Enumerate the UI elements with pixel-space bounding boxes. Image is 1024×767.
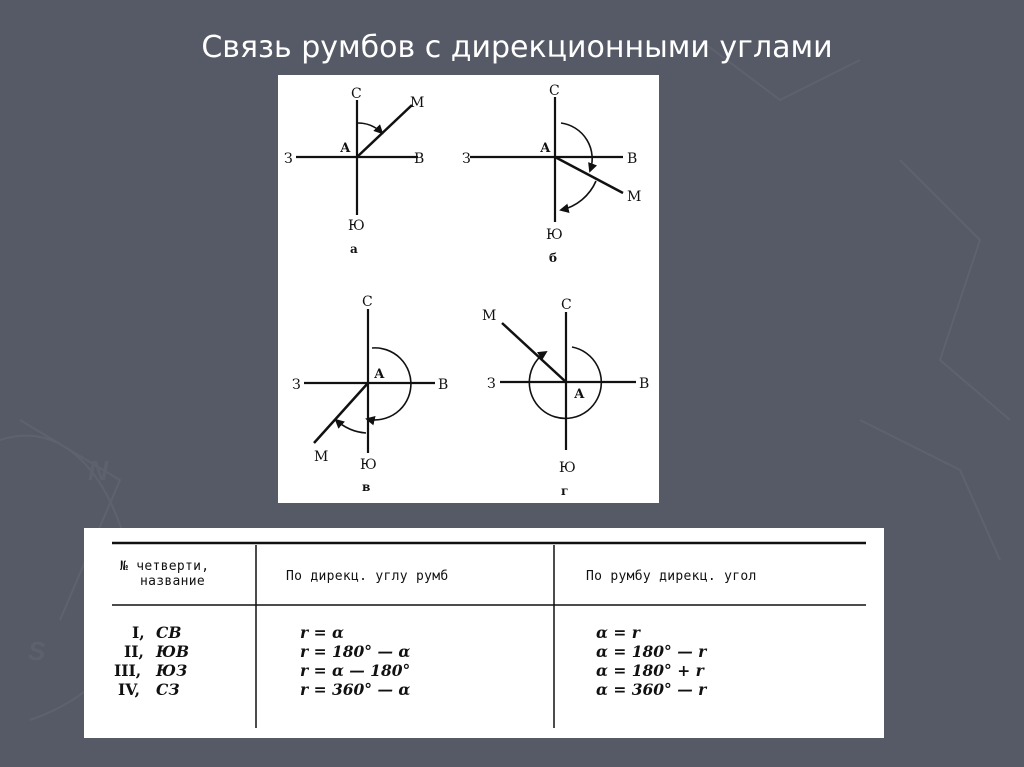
header-quarter-line2: название (140, 574, 206, 589)
row-angle-formula: α = 180° + r (596, 661, 704, 680)
row-quarter-name: СВ (156, 623, 182, 642)
row-quarter-name: ЮВ (156, 642, 190, 661)
header-quarter-line1: № четверти, (120, 559, 210, 574)
conversion-table (84, 528, 884, 738)
row-quarter-number: III, (114, 661, 142, 680)
point-m-label: М (482, 308, 497, 324)
row-quarter-number: II, (124, 642, 144, 661)
row-rumb-formula: r = 180° — α (300, 642, 411, 661)
west-label: З (292, 377, 301, 393)
row-rumb-formula: r = α (300, 623, 344, 642)
row-rumb-formula: r = 360° — α (300, 680, 411, 699)
west-label: З (462, 151, 471, 167)
point-a-label: А (374, 367, 385, 382)
row-quarter-number: IV, (118, 680, 140, 699)
west-label: З (487, 376, 496, 392)
caption-g: г (561, 484, 569, 498)
diagram-b (470, 97, 623, 222)
row-quarter-name: ЮЗ (156, 661, 188, 680)
south-label: Ю (360, 457, 377, 473)
svg-text:N: N (88, 455, 109, 486)
table-row (124, 642, 708, 661)
header-angle-from-rumb: По румбу дирекц. угол (586, 569, 757, 584)
point-m-label: М (627, 189, 642, 205)
table-row (114, 661, 706, 680)
north-label: С (362, 294, 373, 310)
point-a-label: А (340, 141, 351, 156)
row-quarter-name: СЗ (156, 680, 180, 699)
south-label: Ю (348, 218, 365, 234)
caption-a: а (350, 242, 358, 256)
point-a-label: А (540, 141, 551, 156)
row-angle-formula: α = 180° — r (596, 642, 707, 661)
header-rumb-from-angle: По дирекц. углу румб (286, 569, 449, 584)
row-angle-formula: α = 360° — r (596, 680, 707, 699)
east-label: В (627, 151, 638, 167)
diagram-v (304, 309, 435, 453)
south-label: Ю (559, 460, 576, 476)
table-row (118, 680, 708, 699)
east-label: В (639, 376, 650, 392)
point-m-label: М (410, 95, 425, 111)
south-label: Ю (546, 227, 563, 243)
slide-title: Связь румбов с дирекционными углами (201, 30, 833, 65)
west-label: З (284, 151, 293, 167)
diagrams-panel (278, 75, 659, 503)
row-rumb-formula: r = α — 180° (300, 661, 411, 680)
row-quarter-number: I, (132, 623, 145, 642)
svg-text:S: S (28, 636, 46, 666)
point-m-label: М (314, 449, 329, 465)
row-angle-formula: α = r (596, 623, 640, 642)
point-a-label: А (574, 387, 585, 402)
table-row (132, 623, 642, 642)
east-label: В (438, 377, 449, 393)
caption-v: в (362, 480, 371, 494)
north-label: С (561, 297, 572, 313)
north-label: С (549, 83, 560, 99)
diagram-a (296, 100, 418, 215)
diagram-g (500, 312, 636, 450)
north-label: С (351, 86, 362, 102)
caption-b: б (549, 251, 558, 265)
east-label: В (414, 151, 425, 167)
